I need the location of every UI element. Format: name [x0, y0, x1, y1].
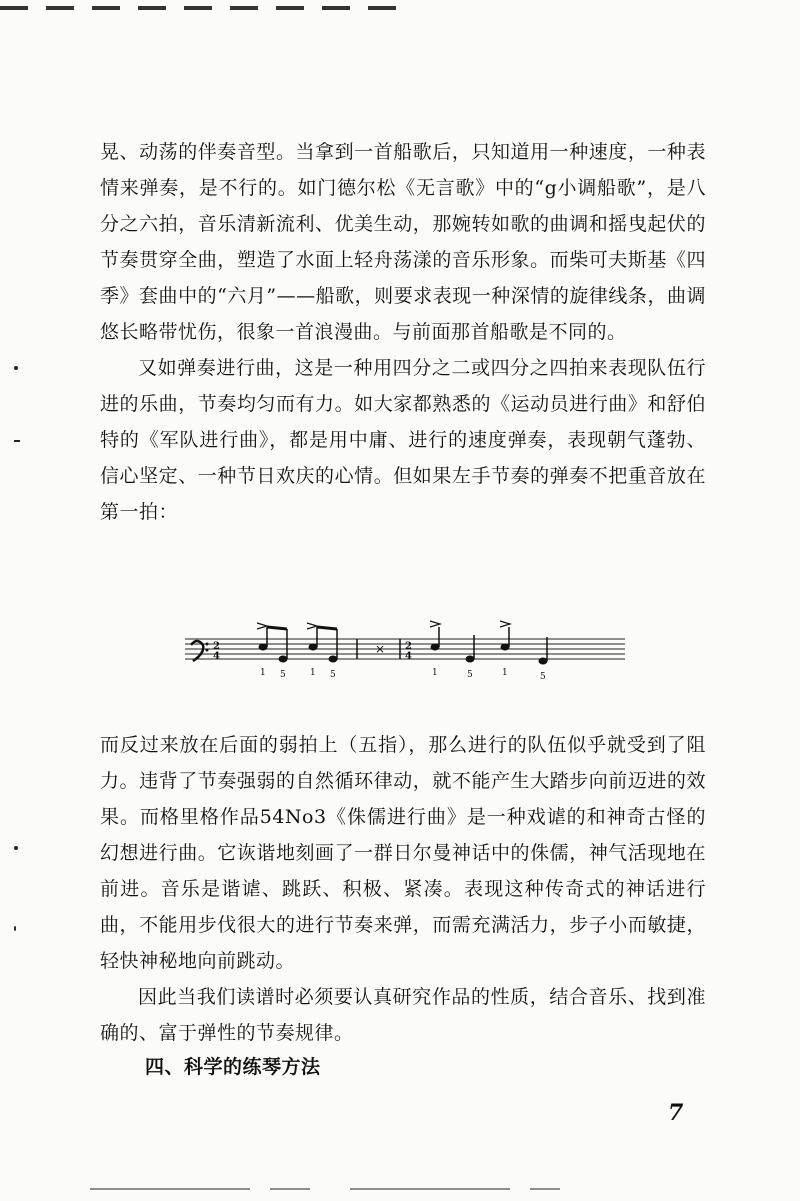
fingering-1: 1: [260, 668, 266, 678]
fingering-8: 5: [540, 672, 546, 682]
bottom-scan-line: [90, 1188, 560, 1190]
svg-text:4: 4: [405, 651, 412, 662]
fingering-2: 5: [280, 670, 286, 680]
note-group-2: [430, 621, 547, 664]
paragraph-march: 又如弹奏进行曲，这是一种用四分之二或四分之四拍来表现队伍行进的乐曲，节奏均匀而有力。如大家都熟悉的《运动员进行曲》和舒伯特的《军队进行曲》，都是用中庸、进行的速度弹奏，表现朝气蓬勃、信心坚定、一种节日欢庆的心情。但如果左手节奏的弹奏不把重音放在第一拍：: [100, 357, 706, 523]
paragraph-grieg: 而反过来放在后面的弱拍上（五指），那么进行的队伍似乎就受到了阻力。违背了节奏强弱的自然循环律动，就不能产生大踏步向前迈进的效果。而格里格作品54No3《侏儒进行曲》是一种戏谑的和神奇古怪的幻想进行曲。它诙谐地刻画了一群日尔曼神话中的侏儒，神气活现地在前进。音乐是谐谑、跳跃、积极、紧凑。表现这种传奇式的神话进行曲，不能用步伐很大的进行节奏来弹，而需充满活力，步子小而敏捷，轻快神秘地向前跳动。: [100, 734, 706, 972]
fingering-4: 5: [330, 670, 336, 680]
svg-text:2: 2: [213, 641, 220, 652]
section-heading: 四、科学的练琴方法: [145, 1056, 321, 1078]
svg-text:2: 2: [405, 641, 412, 652]
margin-speck: [14, 926, 16, 931]
margin-speck: [14, 846, 18, 850]
margin-speck: [14, 440, 20, 442]
fingering-7: 1: [502, 668, 508, 678]
svg-text:4: 4: [213, 651, 220, 662]
page-number: 7: [668, 1100, 684, 1126]
text-block-upper: [100, 134, 706, 530]
music-notation-example: [185, 615, 625, 685]
text-block-lower: [100, 727, 706, 1051]
note-group-1: [257, 623, 337, 662]
fingering-6: 5: [467, 670, 473, 680]
svg-text:×: ×: [375, 642, 386, 656]
paragraph-conclusion: 因此当我们读谱时必须要认真研究作品的性质，结合音乐、找到准确的、富于弹性的节奏规律。: [100, 986, 706, 1044]
paragraph-barcarolle: 晃、动荡的伴奏音型。当拿到一首船歌后，只知道用一种速度，一种表情来弹奏，是不行的。如门德尔松《无言歌》中的“g小调船歌”，是八分之六拍，音乐清新流利、优美生动，那婉转如歌的曲调和摇曳起伏的节奏贯穿全曲，塑造了水面上轻舟荡漾的音乐形象。而柴可夫斯基《四季》套曲中的“六月”——船歌，则要求表现一种深情的旋律线条，曲调悠长略带忧伤，很象一首浪漫曲。与前面那首船歌是不同的。: [100, 141, 706, 343]
fingering-3: 1: [310, 668, 316, 678]
fingering-5: 1: [432, 668, 438, 678]
margin-speck: [14, 366, 18, 370]
top-dash-border: [0, 6, 400, 10]
